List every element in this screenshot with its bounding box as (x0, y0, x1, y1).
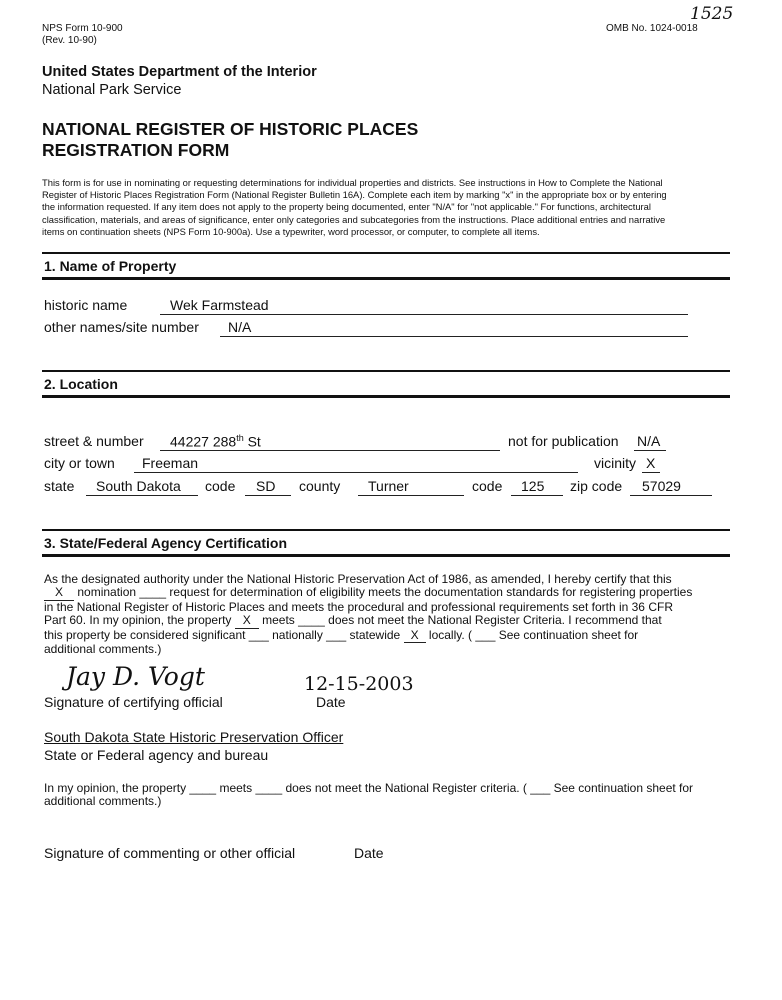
commenting-date-label: Date (354, 845, 384, 861)
section-divider (42, 395, 730, 398)
county-code-value[interactable]: 125 (521, 478, 545, 494)
county-code-label: code (472, 478, 503, 494)
county-code-line (511, 495, 563, 496)
county-line (358, 495, 464, 496)
opinion2-line: In my opinion, the property ____ meets ____ does not meet the National Register criteria. ( ___ See continuation sheet for (44, 781, 694, 795)
certification-paragraph (44, 573, 744, 656)
state-value[interactable]: South Dakota (96, 478, 181, 494)
other-names-line (220, 336, 688, 337)
state-code-line (245, 495, 291, 496)
official-title[interactable]: South Dakota State Historic Preservation Officer (44, 729, 344, 745)
instruction-line: classification, materials, and areas of significance, enter only categories and subcategories from the instructions. Place additional entries and narrative (42, 213, 666, 225)
city-value[interactable]: Freeman (142, 455, 199, 471)
street-suffix: St (247, 433, 261, 450)
date-label: Date (316, 694, 346, 710)
cert-line: additional comments.) (44, 642, 162, 657)
state-line (86, 495, 198, 496)
other-names-label: other names/site number (44, 319, 199, 335)
nomination-mark[interactable]: X (44, 586, 74, 600)
locally-mark[interactable]: X (404, 629, 426, 643)
historic-name-line (160, 314, 688, 315)
cert-line (44, 629, 744, 643)
historic-name-value[interactable]: Wek Farmstead (170, 297, 269, 313)
zip-line (630, 495, 712, 496)
city-line (134, 472, 578, 473)
street-number: 44227 288 (170, 433, 237, 450)
city-label: city or town (44, 455, 115, 471)
nfp-line (634, 450, 666, 451)
section-divider (42, 529, 730, 531)
other-names-value[interactable]: N/A (228, 319, 252, 335)
section2-heading: 2. Location (44, 376, 118, 392)
commenting-signature-label: Signature of commenting or other official (44, 845, 296, 861)
zip-value[interactable]: 57029 (642, 478, 681, 494)
section1-heading: 1. Name of Property (44, 258, 177, 274)
cert-line: in the National Register of Historic Places and meets the procedural and professional requirements set forth in 36 CFR (44, 599, 673, 614)
instruction-line: Register of Historic Places Registration Form (National Register Bulletin 16A). Complete each item by marking "x" in the appropriate box or by entering (42, 189, 667, 201)
vicinity-label: vicinity (594, 455, 637, 471)
omb-number: OMB No. 1024-0018 (606, 23, 698, 34)
street-value[interactable] (170, 433, 261, 450)
instruction-line: This form is for use in nominating or requesting determinations for individual properties and districts. See instructions in How to Complete the National (42, 177, 663, 188)
state-label: state (44, 478, 75, 494)
form-revision: (Rev. 10-90) (42, 35, 97, 46)
section-divider (42, 370, 730, 372)
opinion2-line: additional comments.) (44, 794, 162, 809)
state-code-value[interactable]: SD (256, 478, 276, 494)
form-number: NPS Form 10-900 (42, 23, 123, 34)
county-value[interactable]: Turner (368, 478, 409, 494)
section-divider (42, 554, 730, 557)
street-label: street & number (44, 433, 144, 449)
instructions-block (42, 177, 667, 238)
form-title-line2: REGISTRATION FORM (42, 140, 230, 160)
second-opinion (44, 782, 693, 809)
street-ordinal: th (236, 433, 244, 443)
street-line (160, 450, 500, 451)
meets-mark[interactable]: X (235, 614, 259, 628)
cert-line: As the designated authority under the National Historic Preservation Act of 1986, as amended, I hereby certify that this (44, 572, 672, 586)
agency-bureau-label: State or Federal agency and bureau (44, 747, 269, 763)
opinion-pre: Part 60. In my opinion, the property (44, 613, 232, 628)
historic-name-label: historic name (44, 297, 128, 313)
nfp-label: not for publication (508, 433, 619, 449)
section3-heading: 3. State/Federal Agency Certification (44, 535, 287, 551)
section-divider (42, 277, 730, 280)
significance-pre: this property be considered significant ___ nationally ___ statewide (44, 627, 401, 642)
vicinity-mark[interactable]: X (646, 455, 656, 471)
instruction-line: the information requested. If any item does not apply to the property being documented, enter "N/A" for "not applicable." For functions, architectural (42, 201, 651, 213)
nfp-value[interactable]: N/A (637, 433, 661, 449)
vicinity-line (642, 472, 660, 473)
handwritten-date: 12-15-2003 (304, 673, 414, 695)
cert-line (44, 586, 744, 600)
state-code-label: code (205, 478, 236, 494)
county-label: county (299, 478, 341, 494)
cert-line (44, 614, 744, 628)
service-name: National Park Service (42, 82, 182, 98)
section-divider (42, 252, 730, 254)
handwritten-signature: Jay D. Vogt (66, 662, 205, 691)
zip-label: zip code (570, 478, 623, 494)
nomination-text: nomination ____ request for determination of eligibility meets the documentation standards for registering properties (77, 585, 693, 600)
form-title-line1: NATIONAL REGISTER OF HISTORIC PLACES (42, 119, 419, 139)
signature-label: Signature of certifying official (44, 694, 223, 710)
significance-post: locally. ( ___ See continuation sheet for (428, 627, 639, 642)
instruction-line: items on continuation sheets (NPS Form 10-900a). Use a typewriter, word processor, or computer, to complete all items. (42, 225, 540, 237)
opinion-post: meets ____ does not meet the National Register Criteria. I recommend that (262, 613, 662, 628)
department-name: United States Department of the Interior (42, 64, 317, 80)
handwritten-page-number: 1525 (690, 4, 734, 24)
